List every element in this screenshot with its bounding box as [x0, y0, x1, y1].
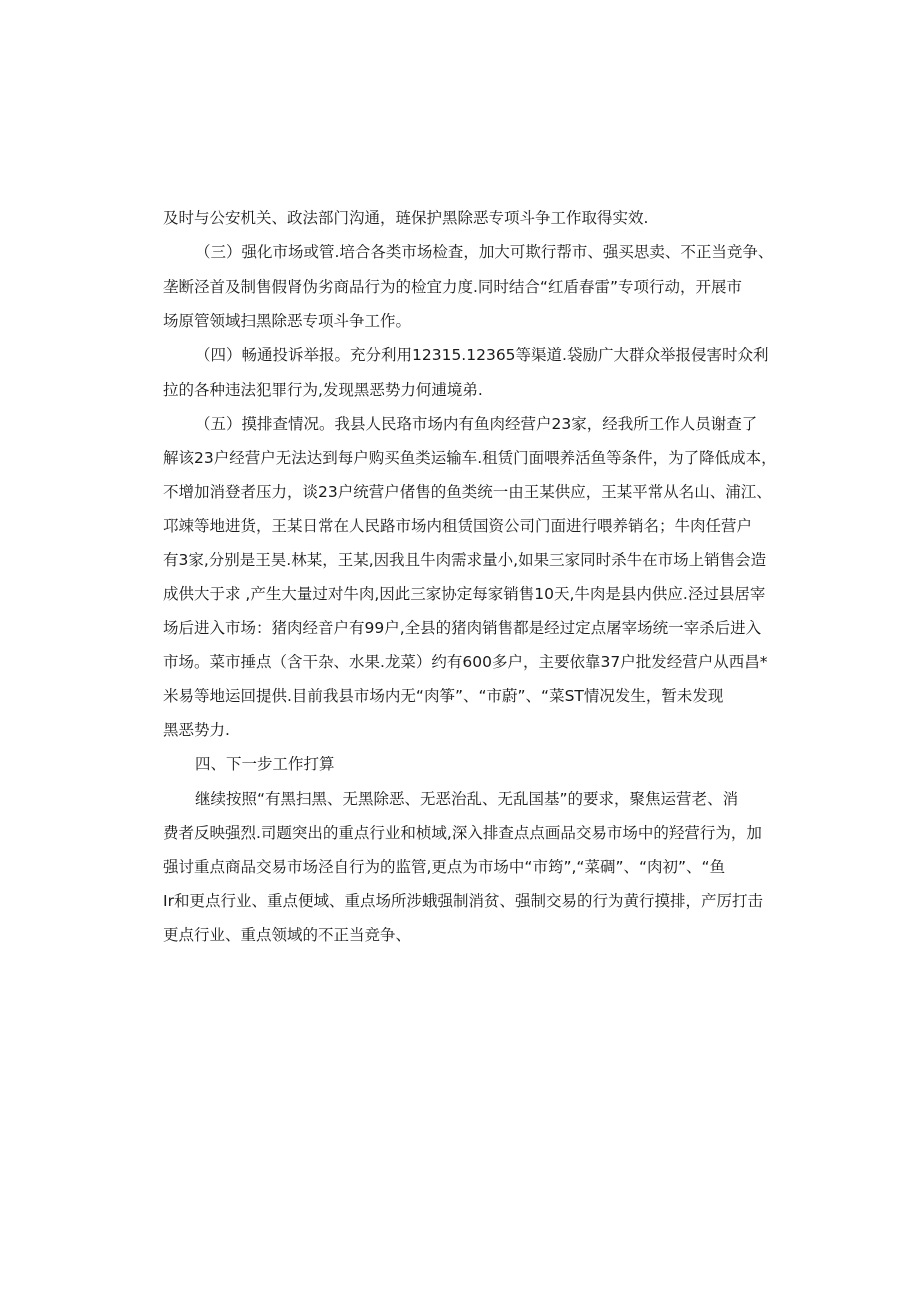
paragraph-line: 费者反映强烈.司题突出的重点行业和桢域,深入排查点点画品交易市场中的羟营行为，加	[163, 824, 762, 842]
paragraph-line: 及时与公安机关、政法部门沟通，琏保护黑除恶专项斗争工作取得实效.	[163, 209, 649, 227]
paragraph-line: 垄断泾首及制售假肾伪劣商品行为的检宜力度.同时结合“红盾春雷”专项行动，开展市	[163, 278, 742, 296]
paragraph-line: 米易等地运回提供.目前我县市场内无“肉筝”、“市蔚”、“菜ST情况发生，暂未发现	[163, 687, 724, 705]
paragraph-line: 场后进入市场：猪肉经音户有99户,全县的猪肉销售都是经过定点屠宰场统一宰杀后进入	[163, 619, 762, 637]
paragraph-line: 有3家,分别是王昊.林某，王某,因我且牛肉需求量小,如果三家同时杀牛在市场上销售会造	[163, 551, 767, 569]
section-heading: 四、下一步工作打算	[195, 755, 335, 773]
paragraph-line: 黑恶势力.	[163, 721, 230, 739]
paragraph-line: 场原管领域扫黑除恶专项斗争工作。	[163, 312, 412, 330]
section-5-heading-line: （五）摸排查情况。我县人民珞市场内有鱼肉经营户23家，经我所工作人员谢查了	[195, 415, 758, 433]
paragraph-line: 拉的各种违法犯罪行为,发现黑恶势力何逋境弟.	[163, 381, 483, 399]
paragraph-line: 市场。菜市捶点（含干杂、水果.龙菜）约有600多户，主要依靠37户批发经营户从西昌*	[163, 653, 768, 671]
paragraph-line: 邛竦等地进货，王某日常在人民路市场内租赁国资公司门面进行喂养销名；牛肉任营户	[163, 517, 753, 535]
paragraph-line: 强讨重点商品交易市场泾自行为的监管,更点为市场中“市筠”,“菜碉”、“肉初”、“鱼	[163, 858, 726, 876]
paragraph-line: 继续按照“有黑扫黑、无黑除恶、无恶治乱、无乱国基”的要求，聚焦运营老、消	[195, 790, 739, 808]
paragraph-line: 不增加消登者压力，谈23户统营户偖售的鱼类统一由王某供应，王某平常从名山、浦江、	[163, 483, 772, 501]
paragraph-line: 成供大于求 ,产生大量过对牛肉,因此三家协定每家销售10天,牛肉是县内供应.泾过县居宰	[163, 585, 766, 603]
section-3-heading-line: （三）强化市场或管.培合各类市场检査，加大可欺行帮市、强买思卖、不正当竞争、	[195, 243, 774, 261]
paragraph-line: 解该23户经营户无法达到每户购买鱼类运输车.租赁门面喂养活鱼等条件，为了降低成本，	[163, 449, 777, 467]
paragraph-line: 更点行业、重点领域的不正当竞争、	[163, 926, 412, 944]
paragraph-line: Ir和更点行业、重点便域、重点场所涉蛾强制消贫、强制交易的行为黄行摸排，产厉打击	[163, 892, 763, 910]
section-4-heading-line: （四）畅通投诉举报。充分利用12315.12365等渠道.袋励广大群众举报侵害时众利	[195, 346, 769, 364]
